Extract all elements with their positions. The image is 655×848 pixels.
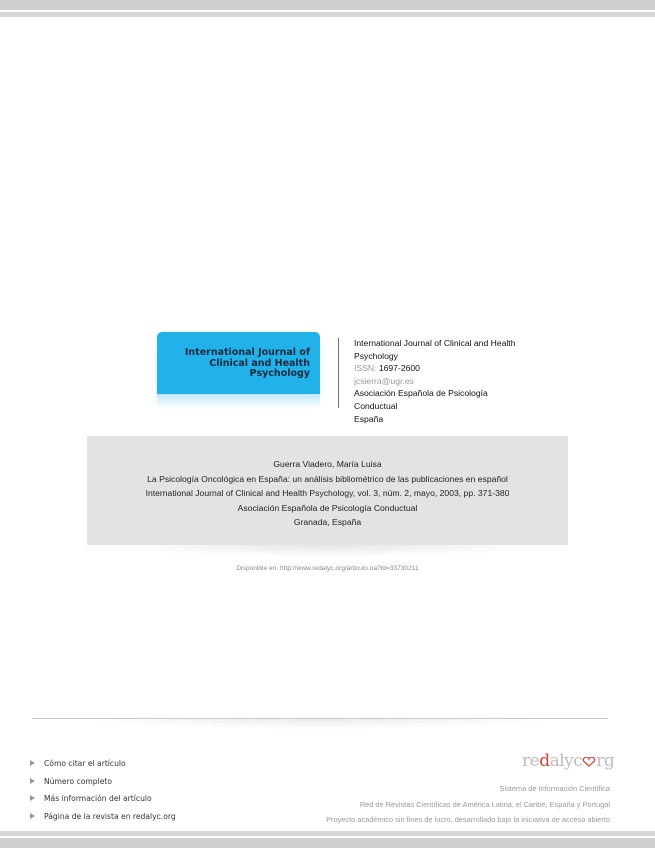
journal-logo-line1: International Journal of (184, 347, 310, 358)
available-url[interactable]: Disponible en: http://www.redalyc.org/articulo.oa?id=33730211 (236, 565, 419, 572)
journal-name-line1: International Journal of Clinical and Health (354, 338, 516, 348)
journal-publisher-line2: Conductual (354, 400, 398, 411)
journal-publisher-line1: Asociación Española de Psicología (354, 388, 488, 399)
citation-box (87, 436, 568, 545)
citation-author: Guerra Viadero, María Luisa (273, 459, 382, 469)
citation-place: Granada, España (293, 517, 362, 528)
redalyc-logo-pre: re (522, 751, 540, 771)
footer-links (30, 755, 176, 825)
bottom-border-bar (0, 838, 655, 848)
footer-divider-shadow (80, 719, 560, 729)
redalyc-logo-suffix: rg (596, 751, 615, 771)
bottom-border-stripe (0, 831, 655, 836)
top-border-bar (0, 0, 655, 10)
vertical-divider (338, 338, 339, 408)
link-label: Cómo citar el artículo (44, 759, 126, 768)
triangle-bullet-icon (30, 760, 35, 766)
redalyc-line2: Red de Revistas Científicas de América Latina, el Caribe, España y Portugal (359, 799, 610, 809)
link-label: Página de la revista en redalyc.org (44, 811, 176, 821)
link-label: Número completo (44, 776, 113, 786)
citation-box-shadow (110, 545, 545, 557)
journal-logo-line2: Clinical and Health (209, 357, 310, 369)
redalyc-logo-post: alyc (549, 751, 583, 771)
redalyc-line3: Proyecto académico sin fines de lucro, desarrollado bajo la iniciativa de acceso abierto (326, 815, 610, 824)
issn-value: 1697-2600 (378, 363, 420, 374)
triangle-bullet-icon (30, 795, 35, 801)
journal-issn (354, 362, 554, 375)
triangle-bullet-icon (30, 813, 35, 819)
journal-country: España (354, 413, 384, 424)
top-border-stripe (0, 12, 655, 17)
issn-label: ISSN: (354, 363, 379, 374)
redalyc-info (326, 781, 610, 828)
journal-logo-line3: Psychology (249, 368, 310, 379)
journal-name-line2: Psychology (354, 350, 398, 361)
link-article-info[interactable] (30, 790, 176, 808)
journal-logo (157, 332, 320, 394)
link-label: Más información del artículo (44, 794, 152, 803)
journal-logo-reflection (157, 394, 320, 408)
redalyc-logo-mark: d (539, 751, 550, 771)
journal-info (354, 337, 554, 425)
link-full-issue[interactable] (30, 773, 176, 791)
link-journal-page[interactable] (30, 808, 176, 826)
triangle-bullet-icon (30, 778, 35, 784)
citation-source: International Journal of Clinical and Health Psychology, vol. 3, núm. 2, mayo, 2003, pp. 371-380 (145, 488, 510, 499)
citation-publisher: Asociación Española de Psicología Conductual (237, 502, 418, 513)
citation-title: La Psicología Oncológica en España: un análisis bibliométrico de las publicaciones en español (147, 473, 508, 484)
redalyc-logo[interactable] (522, 751, 614, 775)
redalyc-heart-icon (582, 757, 596, 767)
redalyc-line1: Sistema de Información Científica (499, 784, 610, 793)
journal-email[interactable]: jcsierra@ugr.es (354, 375, 414, 386)
link-cite-article[interactable] (30, 755, 176, 773)
